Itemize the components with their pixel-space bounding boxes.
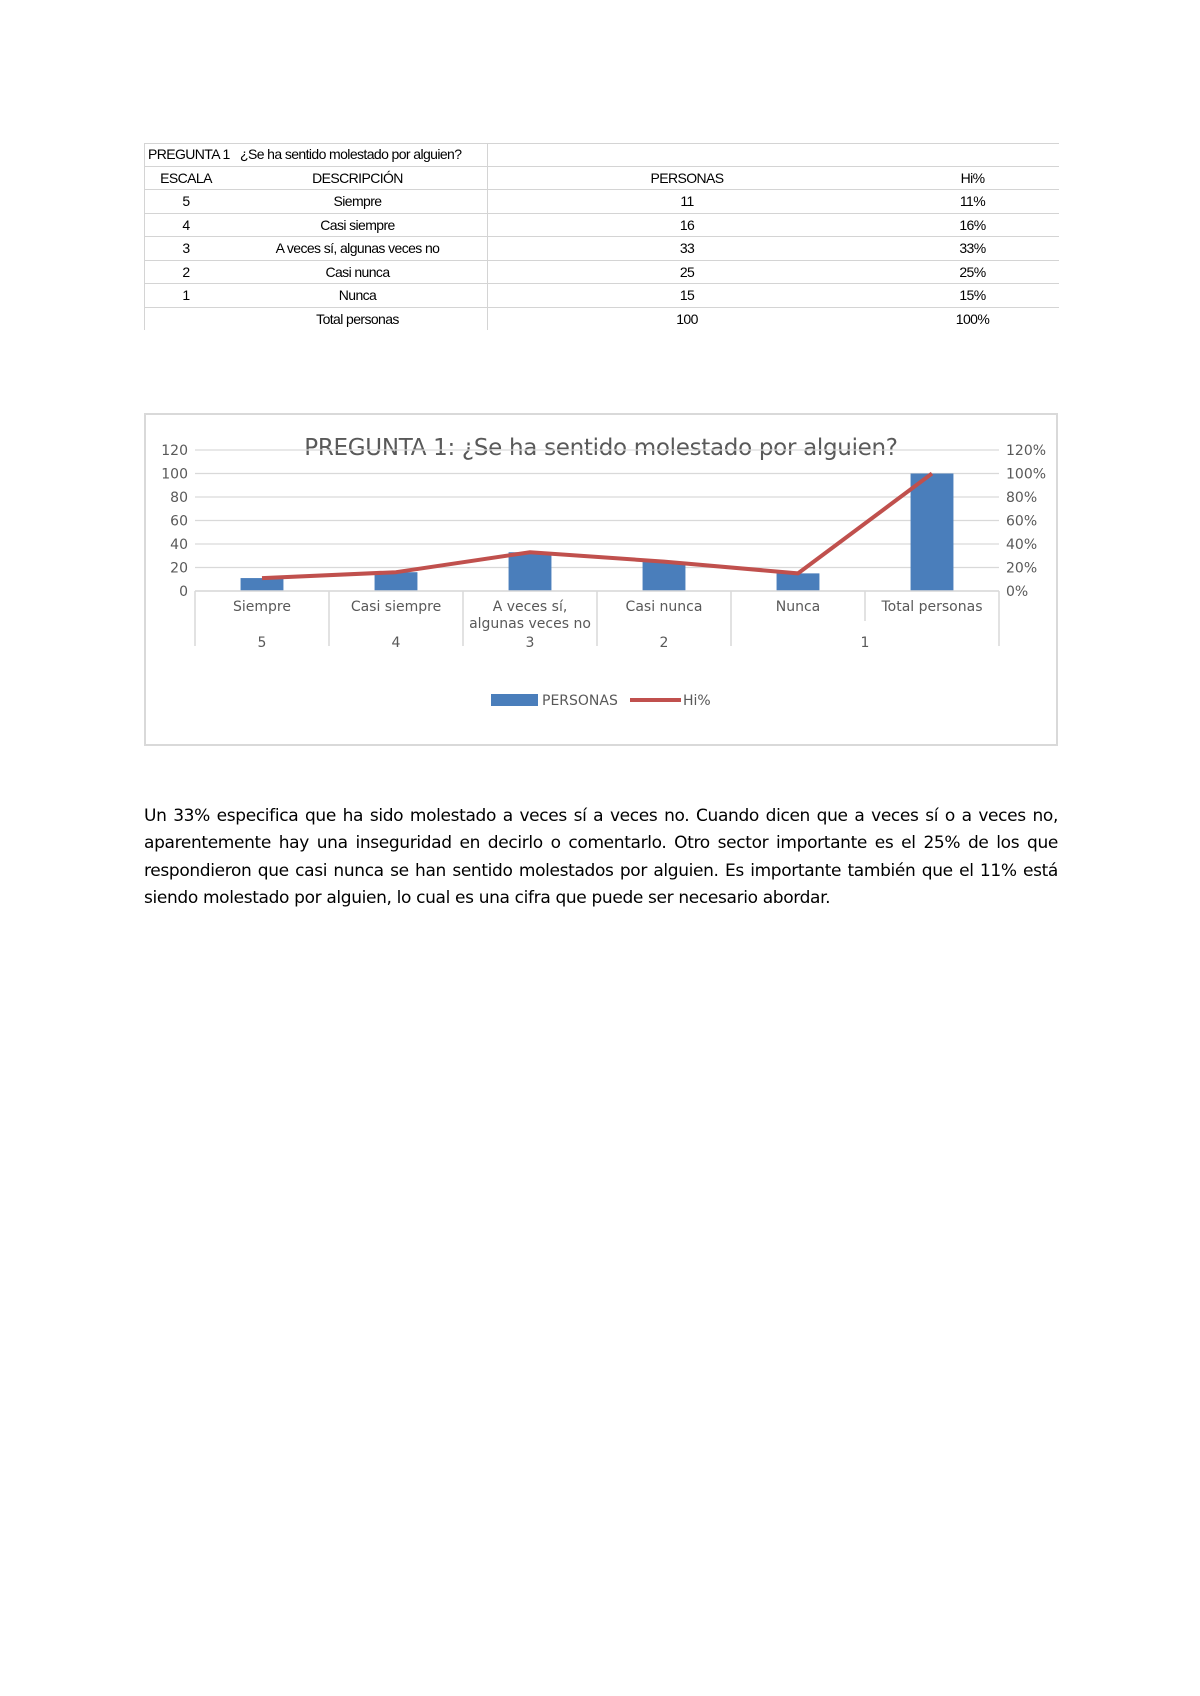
x-group-label: 4	[391, 635, 401, 651]
cell-hi: 100%	[955, 310, 990, 327]
y-tick-label: 20	[170, 560, 188, 577]
cell-escala	[144, 307, 228, 330]
x-tick-label: algunas veces no	[469, 616, 591, 632]
legend-swatch-personas	[491, 694, 538, 706]
question-cell	[144, 143, 488, 166]
table-row	[144, 213, 1059, 237]
cell-personas: 11	[488, 190, 887, 214]
x-group-label: 1	[860, 635, 870, 651]
empty-cell	[886, 143, 1059, 166]
header-descripcion: DESCRIPCIÓN	[228, 166, 488, 190]
cell-descripcion: A veces sí, algunas veces no	[228, 237, 488, 261]
legend-label-personas: PERSONAS	[542, 693, 618, 709]
bar	[777, 573, 820, 591]
cell-descripcion: Casi siempre	[228, 213, 488, 237]
total-row	[144, 307, 1059, 330]
question-text: ¿Se ha sentido molestado por alguien?	[240, 146, 462, 163]
header-escala: ESCALA	[144, 166, 228, 190]
y2-tick-label: 120%	[1006, 443, 1047, 459]
y2-tick-label: 80%	[1006, 490, 1038, 506]
x-tick-label: A veces sí,	[492, 599, 568, 615]
y-tick-label: 60	[170, 513, 188, 530]
y-tick-label: 80	[170, 490, 188, 506]
table-row	[144, 237, 1059, 261]
cell-descripcion: Total personas	[228, 307, 488, 330]
x-group-label: 5	[257, 635, 267, 651]
y-tick-label: 0	[179, 584, 188, 600]
x-tick-label: Nunca	[775, 599, 821, 615]
analysis-paragraph: Un 33% especifica que ha sido molestado a veces sí a veces no. Cuando dicen que a veces sí o a veces no, aparentemente hay una inseguridad en decirlo o comentarlo. Otro sector importante es el 25% de los que respondieron que casi nunca se han sentido molestados por alguien. Es importante también que el 11% está siendo molestado por alguien, lo cual es una cifra que puede ser necesario abordar.	[144, 806, 1058, 908]
cell-hi: 25%	[886, 260, 1059, 284]
cell-descripcion: Casi nunca	[228, 260, 488, 284]
table-row	[144, 190, 1059, 214]
table-row	[144, 284, 1059, 308]
empty-cell	[488, 143, 887, 166]
cell-personas: 100	[676, 310, 698, 327]
bar	[509, 552, 552, 591]
cell-escala: 5	[144, 190, 228, 214]
survey-table	[144, 143, 1059, 330]
legend-label-hi: Hi%	[683, 693, 711, 709]
cell-hi: 15%	[886, 284, 1059, 308]
chart-title: PREGUNTA 1: ¿Se ha sentido molestado por alguien?	[304, 435, 898, 461]
cell-descripcion: Siempre	[228, 190, 488, 214]
cell-hi: 16%	[886, 213, 1059, 237]
header-personas: PERSONAS	[488, 166, 887, 190]
question-row	[144, 143, 1059, 166]
cell-hi: 33%	[886, 237, 1059, 261]
table-left-border	[144, 143, 145, 330]
cell-escala: 4	[144, 213, 228, 237]
bar	[241, 578, 284, 591]
cell-hi: 11%	[886, 190, 1059, 214]
table-top-border	[144, 143, 1059, 144]
y2-tick-label: 20%	[1006, 560, 1038, 577]
series-line	[262, 474, 932, 579]
y-tick-label: 100	[161, 466, 188, 483]
question-label: PREGUNTA 1	[148, 146, 230, 163]
cell-personas: 16	[488, 213, 887, 237]
x-group-label: 2	[659, 635, 669, 651]
table-row	[144, 260, 1059, 284]
y2-tick-label: 60%	[1006, 513, 1038, 530]
cell-personas: 33	[488, 237, 887, 261]
x-tick-label: Siempre	[233, 599, 291, 615]
cell-escala: 2	[144, 260, 228, 284]
x-tick-label: Casi siempre	[350, 599, 442, 615]
y2-tick-label: 0%	[1006, 584, 1029, 600]
y-tick-label: 40	[170, 537, 188, 553]
cell-escala: 1	[144, 284, 228, 308]
cell-descripcion: Nunca	[228, 284, 488, 308]
x-tick-label: Casi nunca	[625, 599, 703, 615]
x-group-label: 3	[525, 635, 535, 651]
header-hi: Hi%	[886, 166, 1059, 190]
cell-personas: 25	[488, 260, 887, 284]
chart-container	[144, 413, 1058, 746]
chart-svg	[146, 415, 1056, 744]
cell-escala: 3	[144, 237, 228, 261]
y-tick-label: 120	[161, 443, 188, 459]
y2-tick-label: 40%	[1006, 537, 1038, 553]
y2-tick-label: 100%	[1006, 466, 1047, 483]
header-row	[144, 166, 1059, 190]
x-tick-label: Total personas	[881, 599, 983, 615]
bar	[643, 562, 686, 591]
bar	[375, 572, 418, 591]
bar	[911, 474, 954, 592]
cell-personas: 15	[488, 284, 887, 308]
